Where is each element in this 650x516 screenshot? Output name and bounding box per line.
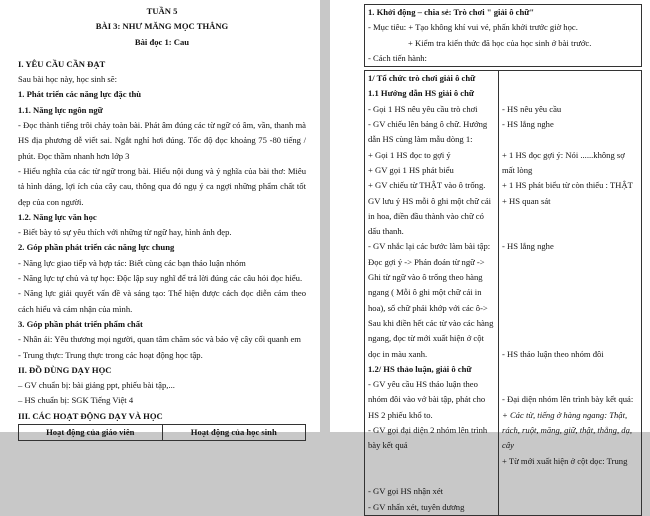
section-heading: 1.2. Năng lực văn học (18, 211, 97, 222)
paragraph: - Năng lực tự chủ và tự học: Độc lập suy nghĩ để trả lời đúng các câu hỏi đọc hiểu. (18, 273, 303, 284)
reading-title: Bài đọc 1: Cau (134, 36, 190, 47)
warmup-goal-2: + Kiểm tra kiến thức đã học của học sinh ở bài trước. (408, 37, 592, 48)
week-heading: TUẦN 5 (146, 6, 178, 16)
teacher-column: 1/ Tổ chức trò chơi giải ô chữ 1.1 Hướng dẫn HS giải ô chữ - Gọi 1 HS nêu yêu cầu trò chơi - GV chiếu lên bảng ô chữ. Hướng dẫn HS cùng làm mẫu dòng 1: + Gọi 1 HS đọc to gợi ý + GV gọi 1 HS phát biểu + GV chiếu từ THẬT vào ô trống. GV lưu ý HS mỗi ô ghi một chữ cái in hoa, điền đầu thành vào chữ có dấu thanh. - GV nhắc lại các bước làm bài tập: Đọc gợi ý -> Phán đoán từ ngữ -> Ghi từ ngữ vào ô trống theo hàng ngang ( Mỗi ô ghi một chữ cái in hoa), số chữ phải khớp với các ô-> Sau khi điền hết các từ vào các hàng ngang, đọc từ mới xuất hiện ở cột dọc in màu xanh. 1.2/ HS thảo luận, giải ô chữ - GV yêu cầu HS thảo luận theo nhóm đôi vào vở bài tập, phát cho HS 2 phiếu khổ to. - GV gọi đại diện 2 nhóm lên trình bày kết quả - GV gọi HS nhận xét - GV nhấn xét, tuyên dương (365, 71, 499, 516)
activities-table (364, 70, 642, 516)
warmup-method: - Cách tiến hành: (368, 52, 427, 63)
document-page-right (330, 0, 650, 512)
paragraph: Sau bài học này, học sinh sẽ: (18, 74, 117, 85)
section-heading: 3. Góp phần phát triển phẩm chất (18, 318, 143, 329)
section-heading: I. YÊU CẦU CẦN ĐẠT (18, 58, 106, 69)
section-heading: 1. Phát triển các năng lực đặc thù (18, 89, 142, 100)
section-heading: 2. Góp phần phát triển các năng lực chung (18, 242, 175, 253)
paragraph: - Hiểu nghĩa của các từ ngữ trong bài. Hiểu nội dung và ý nghĩa của bài thơ: Miêu tả hình dáng, lợi ích của cây cau, thông qua đó ngụ ý ca ngợi những phẩm chất tốt đẹp của con người. (18, 165, 306, 207)
lesson-title: BÀI 3: NHƯ MĂNG MỌC THẲNG (95, 21, 229, 32)
paragraph: – GV chuẩn bị: bài giảng ppt, phiếu bài tập,... (18, 380, 175, 391)
paragraph: – HS chuẩn bị: SGK Tiếng Việt 4 (18, 395, 134, 406)
paragraph: - Năng lực giao tiếp và hợp tác: Biết cùng các bạn thảo luận nhóm (18, 257, 246, 268)
paragraph: - Năng lực giải quyết vấn đề và sáng tạo: Thể hiện được cách đọc diễn cảm theo cách hiểu và cảm nhận của mình. (18, 288, 306, 314)
page-gutter (320, 0, 330, 432)
paragraph: - Nhân ái: Yêu thương mọi người, quan tâm chăm sóc và bảo vệ cây cối quanh em (18, 334, 301, 345)
warmup-goal: - Mục tiêu: + Tạo không khí vui vẻ, phấn khởi trước giờ học. (368, 22, 578, 33)
paragraph: - Đọc thành tiếng trôi chảy toàn bài. Phát âm đúng các từ ngữ có âm, vần, thanh mà HS địa phương dễ viết sai. Ngắt nghỉ hơi đúng. Tốc độ đọc khoảng 75 -80 tiếng / phút. Đọc thầm nhanh hơn lớp 3 (18, 120, 306, 161)
activities-table-header (18, 424, 306, 441)
paragraph: - Biết bày tỏ sự yêu thích với những từ ngữ hay, hình ảnh đẹp. (18, 227, 232, 238)
warmup-heading: 1. Khởi động – chia sẻ: Trò chơi " giải ô chữ" (368, 7, 535, 17)
table-row (365, 71, 642, 516)
table-header-teacher: Hoạt động của giáo viên (19, 425, 163, 441)
section-heading: II. ĐỒ DÙNG DẠY HỌC (18, 364, 112, 375)
document-page-left (0, 0, 320, 438)
student-column: - HS nêu yêu cầu - HS lắng nghe + 1 HS đọc gợi ý: Nói ......không sợ mất lòng + 1 HS phát biểu từ còn thiếu : THẬT + HS quan sát - HS lắng nghe - HS thảo luận theo nhóm đôi - Đại diện nhóm lên trình bày kết quả: + Các từ, tiếng ở hàng ngang: Thật, rách, ruột, măng, giữ, thật, thẳng, dạ, cây + Từ mới xuất hiện ở cột dọc: Trung (499, 71, 642, 516)
paragraph: - Trung thực: Trung thực trong các hoạt động học tập. (18, 349, 203, 360)
section-heading: 1.1. Năng lực ngôn ngữ (18, 104, 103, 115)
table-header-student: Hoạt động của học sinh (162, 425, 306, 441)
section-heading: III. CÁC HOẠT ĐỘNG DẠY VÀ HỌC (18, 410, 163, 421)
warmup-box (364, 4, 642, 67)
